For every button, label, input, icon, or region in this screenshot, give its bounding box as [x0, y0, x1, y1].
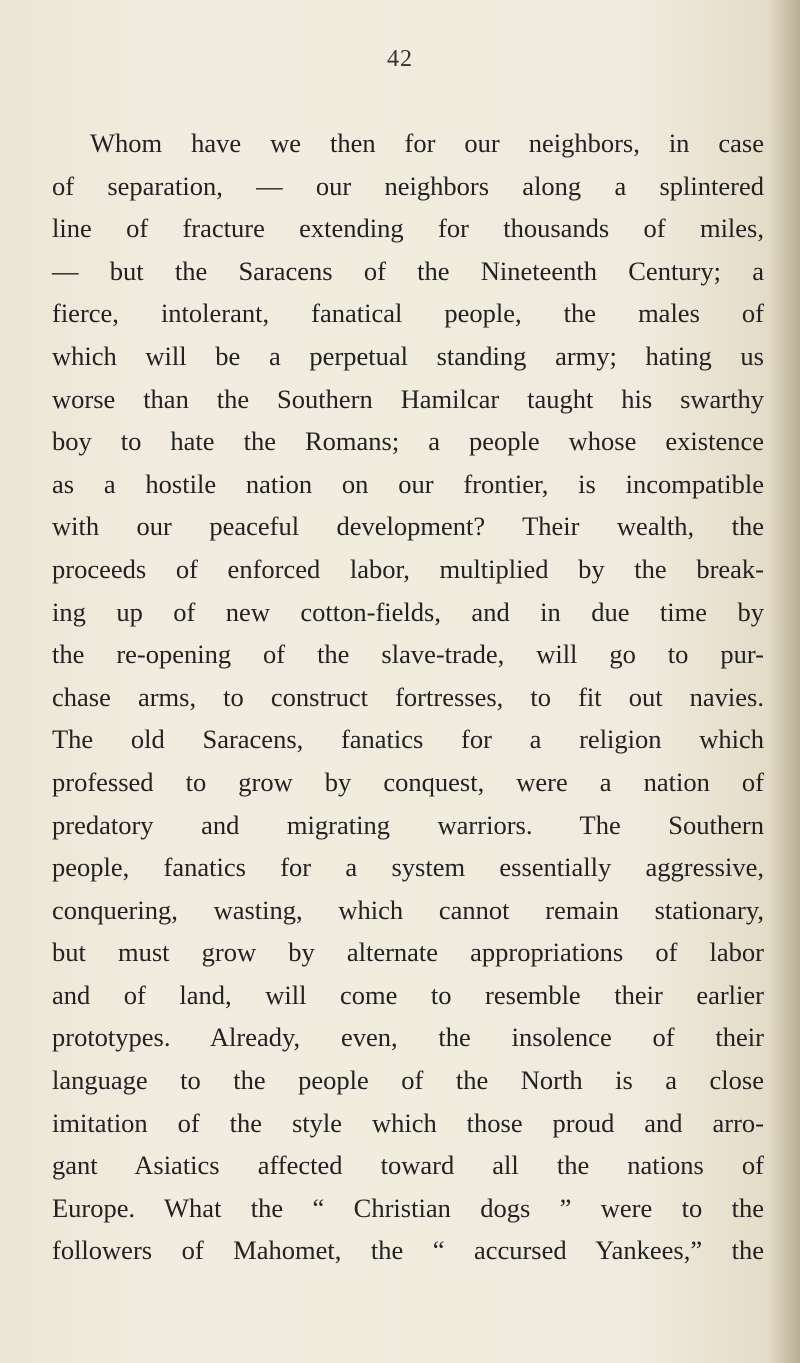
text-line: predatory and migrating warriors. The Southern — [52, 809, 764, 840]
text-line: and of land, will come to resemble their earlier — [52, 979, 764, 1010]
text-line: conquering, wasting, which cannot remain stationary, — [52, 894, 764, 925]
text-line: which will be a perpetual standing army; hating us — [52, 340, 764, 371]
text-line: imitation of the style which those proud and arro- — [52, 1107, 764, 1138]
text-line: but must grow by alternate appropriations of labor — [52, 937, 764, 968]
text-line: the re-opening of the slave-trade, will go to pur- — [52, 639, 764, 670]
text-line: as a hostile nation on our frontier, is incompatible — [52, 468, 764, 499]
text-line: line of fracture extending for thousands of miles, — [52, 213, 764, 244]
text-line: Europe. What the “ Christian dogs ” were to the — [52, 1192, 764, 1223]
text-line: The old Saracens, fanatics for a religion which — [52, 724, 764, 755]
text-line: of separation, — our neighbors along a splintered — [52, 170, 764, 201]
page-number: 42 — [387, 46, 413, 72]
text-line: worse than the Southern Hamilcar taught his swarthy — [52, 383, 764, 414]
text-line: language to the people of the North is a close — [52, 1065, 764, 1096]
text-line: fierce, intolerant, fanatical people, the males of — [52, 298, 764, 329]
text-line: chase arms, to construct fortresses, to fit out navies. — [52, 681, 764, 712]
text-line: ing up of new cotton-fields, and in due time by — [52, 596, 764, 627]
text-line: professed to grow by conquest, were a nation of — [52, 766, 764, 797]
text-line: people, fanatics for a system essentially aggressive, — [52, 852, 764, 883]
text-line: followers of Mahomet, the “ accursed Yankees,” the — [52, 1235, 764, 1266]
text-line: gant Asiatics affected toward all the nations of — [52, 1150, 764, 1181]
text-line: prototypes. Already, even, the insolence of their — [52, 1022, 764, 1053]
body-text — [52, 122, 764, 1272]
text-line: proceeds of enforced labor, multiplied by the break- — [52, 553, 764, 584]
text-line: Whom have we then for our neighbors, in case — [90, 128, 764, 158]
text-line: — but the Saracens of the Nineteenth Century; a — [52, 255, 764, 286]
text-line: with our peaceful development? Their wealth, the — [52, 511, 764, 542]
text-line: boy to hate the Romans; a people whose existence — [52, 426, 764, 457]
